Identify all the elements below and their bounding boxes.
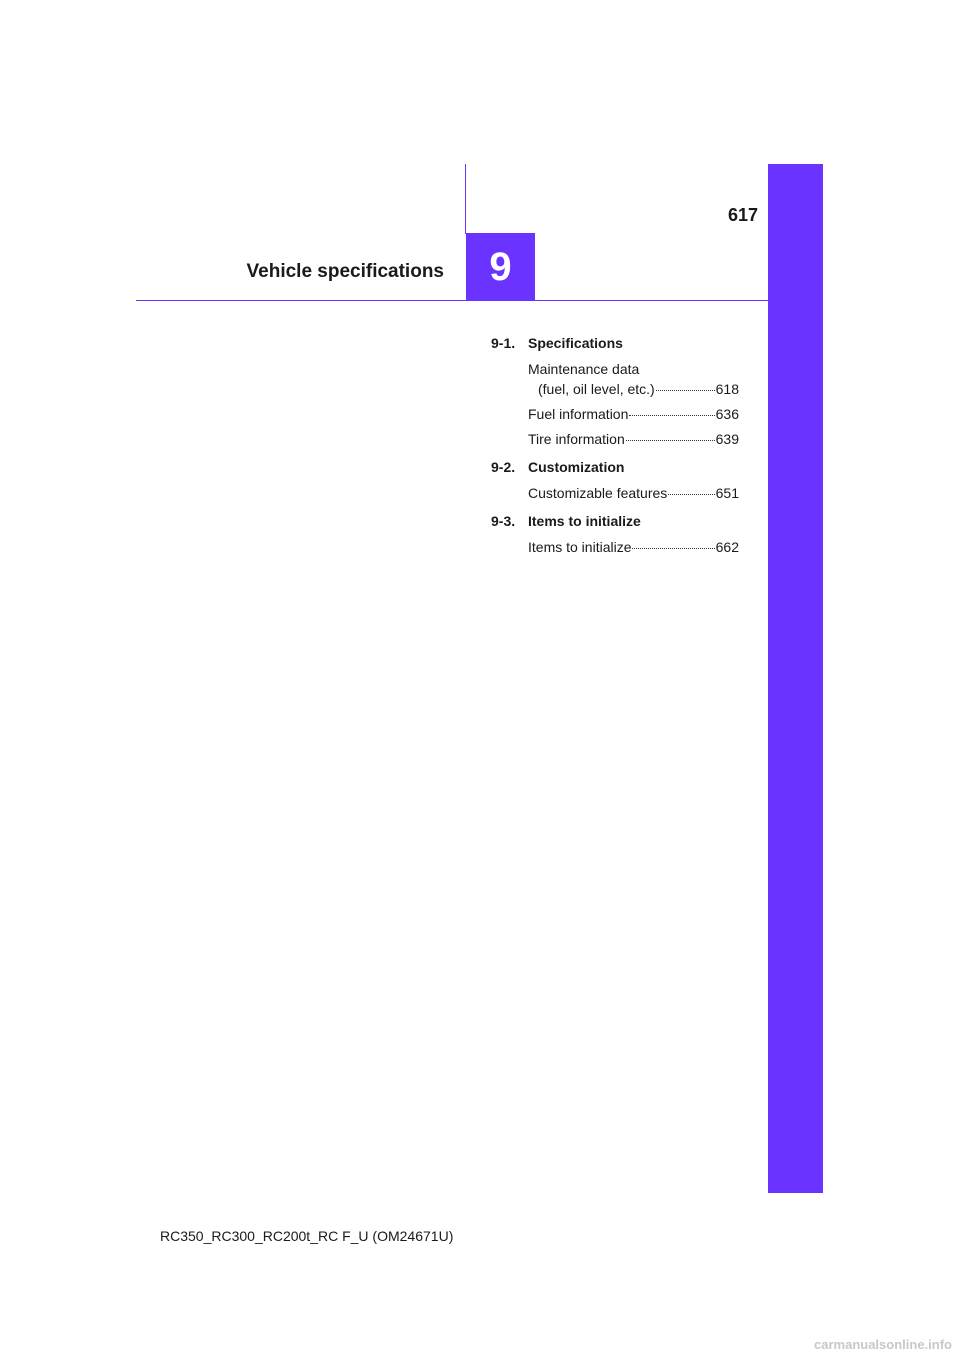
- section-number: 9-3.: [491, 513, 516, 529]
- toc-entry-page: 618: [715, 381, 739, 397]
- section-title: Specifications: [528, 335, 623, 351]
- section-title: Items to initialize: [528, 513, 641, 529]
- chapter-side-tab: [768, 164, 823, 1193]
- toc-entry-tire-information[interactable]: [528, 430, 739, 448]
- toc-entry-label: Tire information: [528, 431, 625, 447]
- dot-leader: [629, 415, 714, 416]
- dot-leader: [656, 390, 715, 391]
- watermark: carmanualsonline.info: [814, 1337, 952, 1352]
- toc-entry-items-to-initialize[interactable]: [528, 538, 739, 556]
- section-number: 9-1.: [491, 335, 516, 351]
- toc-entry-maintenance-data[interactable]: [528, 360, 739, 398]
- chapter-number-box: [466, 233, 535, 301]
- toc-entry-label-line1: Maintenance data: [528, 361, 640, 377]
- toc-entry-label: (fuel, oil level, etc.): [538, 381, 655, 397]
- dot-leader: [668, 494, 714, 495]
- section-title: Customization: [528, 459, 625, 475]
- toc-entry-page: 651: [715, 485, 739, 501]
- toc-entry-page: 662: [715, 539, 739, 555]
- toc-entry-label: Items to initialize: [528, 539, 632, 555]
- header-vertical-rule: [465, 164, 466, 234]
- toc-entry-customizable-features[interactable]: [528, 484, 739, 502]
- toc-section-9-1: [491, 334, 739, 352]
- dot-leader: [632, 548, 714, 549]
- dot-leader: [626, 440, 715, 441]
- page-number: 617: [727, 205, 758, 225]
- header-horizontal-rule: [136, 300, 768, 301]
- table-of-contents: [491, 334, 739, 563]
- toc-entry-page: 639: [715, 431, 739, 447]
- chapter-number: 9: [489, 244, 512, 289]
- section-number: 9-2.: [491, 459, 516, 475]
- toc-entry-label: Customizable features: [528, 485, 668, 501]
- toc-section-9-2: [491, 458, 739, 476]
- toc-entry-page: 636: [715, 406, 739, 422]
- toc-section-9-3: [491, 512, 739, 530]
- toc-entry-label: Fuel information: [528, 406, 629, 422]
- toc-entry-fuel-information[interactable]: [528, 405, 739, 423]
- footer-model-code: RC350_RC300_RC200t_RC F_U (OM24671U): [160, 1228, 454, 1244]
- chapter-title: Vehicle specifications: [246, 261, 444, 282]
